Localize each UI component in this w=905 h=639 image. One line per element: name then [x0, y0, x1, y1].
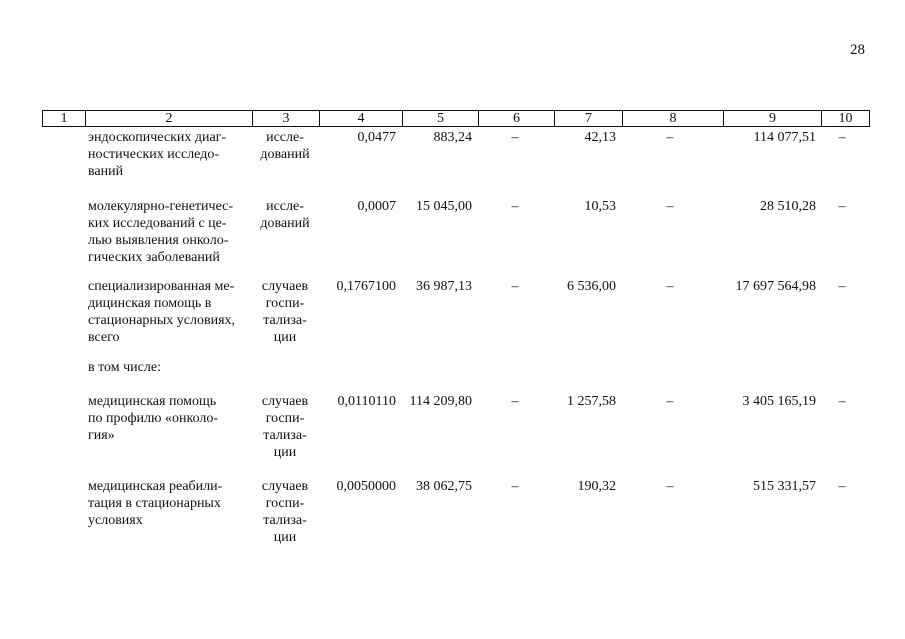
service-name-line: гических заболеваний	[88, 250, 220, 265]
col8-value: –	[666, 479, 674, 494]
col8-value: –	[666, 394, 674, 409]
unit-line: тализа-	[263, 313, 307, 328]
service-name-line: специализированная ме-	[88, 279, 235, 294]
header-col-3: 3	[253, 111, 320, 127]
header-col-1: 1	[43, 111, 86, 127]
header-col-9: 9	[724, 111, 822, 127]
unit-line: ции	[273, 330, 297, 345]
unit-line: ции	[273, 445, 297, 460]
header-col-8: 8	[623, 111, 724, 127]
col10-value: –	[838, 199, 846, 214]
col9-value: 17 697 564,98	[735, 279, 816, 294]
unit-line: случаев	[261, 479, 309, 494]
service-name-line: ких исследований с це-	[88, 216, 227, 231]
col4-value: 0,0007	[357, 199, 396, 214]
unit-line: случаев	[261, 279, 309, 294]
service-name	[88, 478, 245, 529]
service-name	[88, 129, 245, 180]
unit	[258, 393, 312, 461]
header-col-7: 7	[555, 111, 623, 127]
service-name	[88, 278, 245, 346]
col9-value: 114 077,51	[753, 130, 816, 145]
service-name-line: всего	[88, 330, 120, 345]
col10-value: –	[838, 479, 846, 494]
unit	[258, 129, 312, 163]
col6-value: –	[511, 479, 519, 494]
col5-value: 883,24	[433, 130, 472, 145]
col10-value: –	[838, 279, 846, 294]
col6-value: –	[511, 130, 519, 145]
col7-value: 190,32	[577, 479, 616, 494]
service-name-line: молекулярно-генетичес-	[88, 199, 234, 214]
service-name-line: стационарных условиях,	[88, 313, 236, 328]
service-name-line: условиях	[88, 513, 143, 528]
col4-value: 0,0110110	[337, 394, 396, 409]
col6-value: –	[511, 394, 519, 409]
col8-value: –	[666, 199, 674, 214]
unit-line: иссле-	[266, 199, 304, 214]
unit-line: иссле-	[266, 130, 304, 145]
unit-line: ции	[273, 530, 297, 545]
col7-value: 42,13	[584, 130, 616, 145]
col7-value: 1 257,58	[567, 394, 616, 409]
service-name-line: эндоскопических диаг-	[88, 130, 227, 145]
col6-value: –	[511, 279, 519, 294]
col9-value: 515 331,57	[753, 479, 816, 494]
subsection-label	[88, 359, 245, 376]
service-name-line: по профилю «онколо-	[88, 411, 219, 426]
col4-value: 0,1767100	[336, 279, 396, 294]
col9-value: 28 510,28	[760, 199, 816, 214]
col6-value: –	[511, 199, 519, 214]
col5-value: 38 062,75	[416, 479, 472, 494]
unit-line: тализа-	[263, 513, 307, 528]
service-name-line: ваний	[88, 164, 124, 179]
col8-value: –	[666, 130, 674, 145]
service-name-line: гия»	[88, 428, 115, 443]
service-name-line: тация в стационарных	[88, 496, 221, 511]
header-col-5: 5	[403, 111, 479, 127]
unit	[258, 198, 312, 232]
col7-value: 10,53	[584, 199, 616, 214]
col10-value: –	[838, 394, 846, 409]
unit-line: случаев	[261, 394, 309, 409]
col10-value: –	[838, 130, 846, 145]
unit-line: госпи-	[265, 411, 305, 426]
service-name	[88, 198, 245, 266]
service-name-line: медицинская реабили-	[88, 479, 223, 494]
header-col-2: 2	[86, 111, 253, 127]
col5-value: 114 209,80	[409, 394, 472, 409]
page-number: 28	[850, 42, 865, 58]
unit	[258, 278, 312, 346]
service-name-line: ностических исследо-	[88, 147, 219, 162]
unit-line: дований	[260, 147, 310, 162]
service-name-line: в том числе:	[88, 360, 161, 375]
header-col-6: 6	[479, 111, 555, 127]
unit-line: дований	[260, 216, 310, 231]
header-col-4: 4	[320, 111, 403, 127]
col8-value: –	[666, 279, 674, 294]
col5-value: 36 987,13	[416, 279, 472, 294]
col9-value: 3 405 165,19	[742, 394, 816, 409]
service-name-line: медицинская помощь	[88, 394, 217, 409]
service-name-line: дицинская помощь в	[88, 296, 212, 311]
col7-value: 6 536,00	[567, 279, 616, 294]
service-name-line: лью выявления онколо-	[88, 233, 229, 248]
col4-value: 0,0050000	[336, 479, 396, 494]
header-col-10: 10	[822, 111, 870, 127]
unit-line: госпи-	[265, 496, 305, 511]
unit-line: госпи-	[265, 296, 305, 311]
unit-line: тализа-	[263, 428, 307, 443]
col4-value: 0,0477	[357, 130, 396, 145]
service-name	[88, 393, 245, 444]
unit	[258, 478, 312, 546]
col5-value: 15 045,00	[416, 199, 472, 214]
